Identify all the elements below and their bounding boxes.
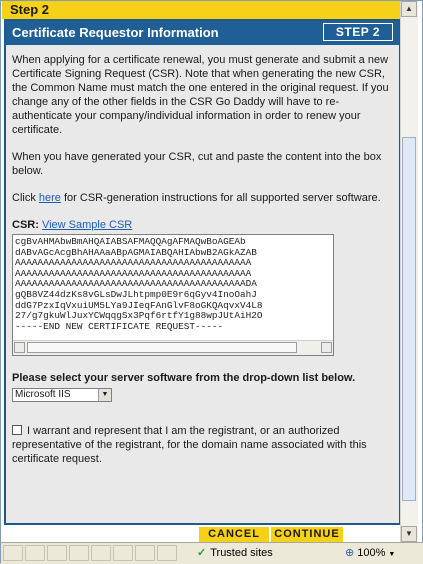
warrant-row [12,424,397,466]
status-cell [113,545,133,561]
warrant-checkbox[interactable] [12,425,22,435]
csr-label: CSR: [12,219,39,231]
scroll-right-icon[interactable] [321,342,332,353]
status-cell [135,545,155,561]
vertical-scroll-thumb[interactable] [402,137,416,501]
check-icon: ✓ [197,547,207,559]
scroll-up-icon[interactable]: ▲ [401,1,417,17]
panel-title: Certificate Requestor Information [12,25,219,40]
server-software-select[interactable] [12,388,112,402]
status-cell [25,545,45,561]
warrant-text: I warrant and represent that I am the registrant, or an authorized representative of the registrant, for the domain name associated with this certificate request. [12,425,367,465]
panel-header [6,21,399,45]
status-cell [91,545,111,561]
step-badge: STEP 2 [323,23,393,41]
csr-textarea-content: cgBvAHMAbwBmAHQAIABSAFMAQQAgAFMAQwBoAGEAb dABvAGcAcgBhAHAAaABpAGMAIABQAHIAbwB2AGkAZAB AAAAAAAAAAAAAAAAAAAAAAAAAAAAAAAAAAAAAAAAAA AAAAAAAAAAAAAAAAAAAAAAAAAAAAAAAAAAAAAAAAAA AAAAAAAAAAAAAAAAAAAAAAAAAAAAAAAAAAAAAAAAADA gQB8VZ44dzKs8vGLsDwJLhtpmp0E9r6qGyv4InoOahJ ddG7PzxIqVxuiUM5LYa9JIeqFAnGlvF8oGKQAqvxV4L8 27/g7gkuWlJuxYCWqqgSx3Pqf6rtfY1g88wpJUtAiH2O -----END NEW CERTIFICATE REQUEST----- [15,237,263,332]
status-cell [157,545,177,561]
magnifier-icon: ⊕ [345,547,355,559]
step-strip: Step 2 [2,1,402,19]
view-sample-csr-link[interactable]: View Sample CSR [41,219,133,231]
click-suffix: for CSR-generation instructions for all supported server software. [60,192,381,204]
requestor-panel [4,19,401,525]
status-cell [3,545,23,561]
chevron-down-icon[interactable]: ▼ [388,551,396,558]
status-cell [47,545,67,561]
click-here-text [12,191,397,205]
zoom-control[interactable] [345,546,419,562]
security-zone[interactable] [197,546,339,562]
status-cell [69,545,89,561]
intro-text: When applying for a certificate renewal, you must generate and submit a new Certificate Signing Request (CSR). Note that when generating the new CSR, the Common Name must match the one entered in the original request. If you change any of the other fields in the CSR Go Daddy will have to re-authenticate your company/individual information in order to renew your certificate. [12,54,389,136]
server-software-label: Please select your server software from the drop-down list below. [12,372,356,384]
csr-horizontal-scrollbar[interactable] [13,340,333,355]
continue-button[interactable]: CONTINUE [271,527,343,542]
zoom-level: 100% [357,547,386,559]
chevron-down-icon[interactable]: ▼ [98,389,111,401]
vertical-scrollbar[interactable] [400,1,418,542]
cancel-button[interactable]: CANCEL [199,527,269,542]
panel-body [12,53,397,466]
scroll-down-icon[interactable]: ▼ [401,526,417,542]
csr-instructions-link[interactable]: here [38,192,61,204]
click-prefix: Click [12,192,39,204]
csr-label-row [12,218,397,232]
server-software-value: Microsoft IIS [15,389,71,400]
zone-label: Trusted sites [210,547,273,559]
csr-textarea[interactable] [12,234,334,356]
instruction-text: When you have generated your CSR, cut and paste the content into the box below. [12,151,382,177]
scroll-left-icon[interactable] [14,342,25,353]
csr-scroll-thumb[interactable] [27,342,297,353]
status-bar [1,542,423,564]
